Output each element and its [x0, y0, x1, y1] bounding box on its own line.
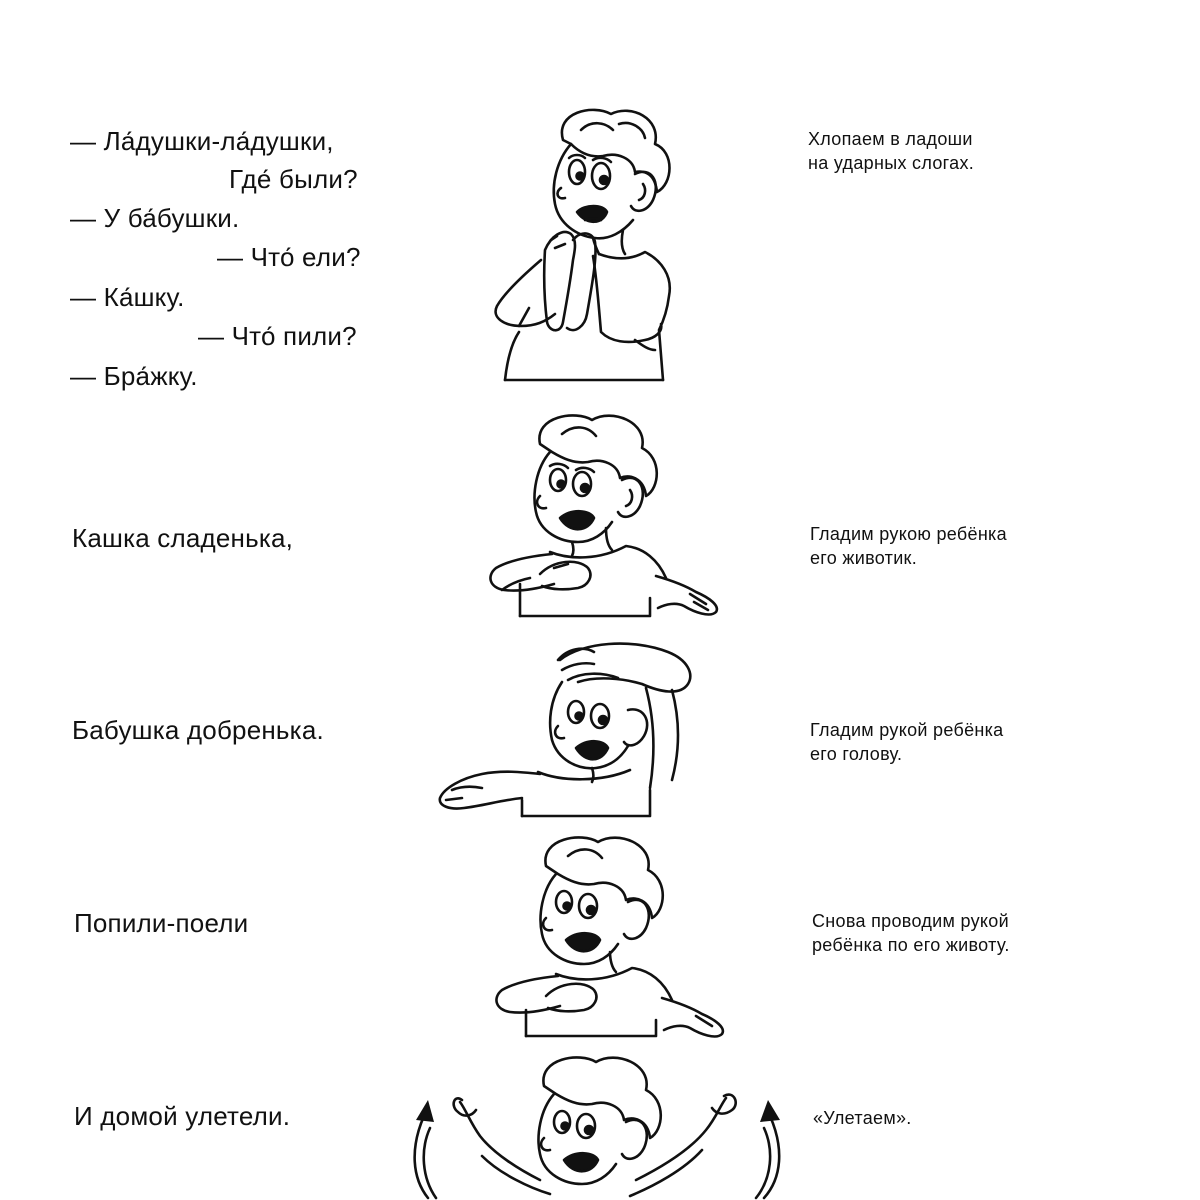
poem-line-1: — Ла́душки-ла́душки, [70, 126, 334, 156]
note-again-belly [812, 909, 1010, 957]
right-up-arrow [752, 1098, 792, 1200]
note-stroke-belly [810, 522, 1007, 570]
note-clap [808, 127, 974, 175]
poem-line-kashka: Кашка сладенька, [72, 523, 294, 553]
note-stroke-belly-line-1: Гладим рукою ребёнка [810, 524, 1007, 544]
note-again-belly-line-2: ребёнка по его животу. [812, 935, 1010, 955]
poem-line-2: Где́ были? [229, 164, 358, 194]
note-fly-away [813, 1106, 912, 1130]
boy-rubbing-belly-again-icon [482, 830, 730, 1040]
poem-line-domoy: И домой улетели. [74, 1101, 291, 1131]
note-clap-line-1: Хлопаем в ладоши [808, 129, 973, 149]
poem-column [0, 0, 400, 1200]
poem-line-5: — Ка́шку. [70, 282, 185, 312]
note-fly-away-line: «Улетаем». [813, 1108, 912, 1128]
poem-line-3: — У ба́бушки. [70, 203, 240, 233]
boy-flapping-arms-icon [440, 1050, 760, 1200]
boy-patting-head-icon [432, 630, 712, 820]
note-clap-line-2: на ударных слогах. [808, 153, 975, 173]
poem-line-popili: Попили-поели [74, 908, 249, 938]
boy-flapping-arms-illustration [440, 1050, 760, 1200]
curved-arrow-left-icon [402, 1098, 438, 1200]
poem-line-4: — Что́ ели? [217, 242, 361, 272]
poem-line-babushka: Бабушка добренька. [72, 715, 324, 745]
note-again-belly-line-1: Снова проводим рукой [812, 911, 1009, 931]
left-up-arrow [402, 1098, 438, 1200]
poem-line-6: — Что́ пили? [198, 321, 357, 351]
boy-rubbing-belly-illustration [480, 408, 730, 618]
boy-rubbing-belly-again-illustration [482, 830, 730, 1040]
boy-clapping-illustration [485, 100, 685, 385]
poem-line-7: — Бра́жку. [70, 361, 198, 391]
curved-arrow-right-icon [752, 1098, 792, 1200]
note-stroke-head-line-2: его голову. [810, 744, 903, 764]
boy-patting-head-illustration [432, 630, 712, 820]
note-stroke-belly-line-2: его животик. [810, 548, 918, 568]
note-stroke-head-line-1: Гладим рукой ребёнка [810, 720, 1004, 740]
boy-clapping-icon [485, 100, 685, 385]
boy-rubbing-belly-icon [480, 408, 730, 618]
note-stroke-head [810, 718, 1004, 766]
